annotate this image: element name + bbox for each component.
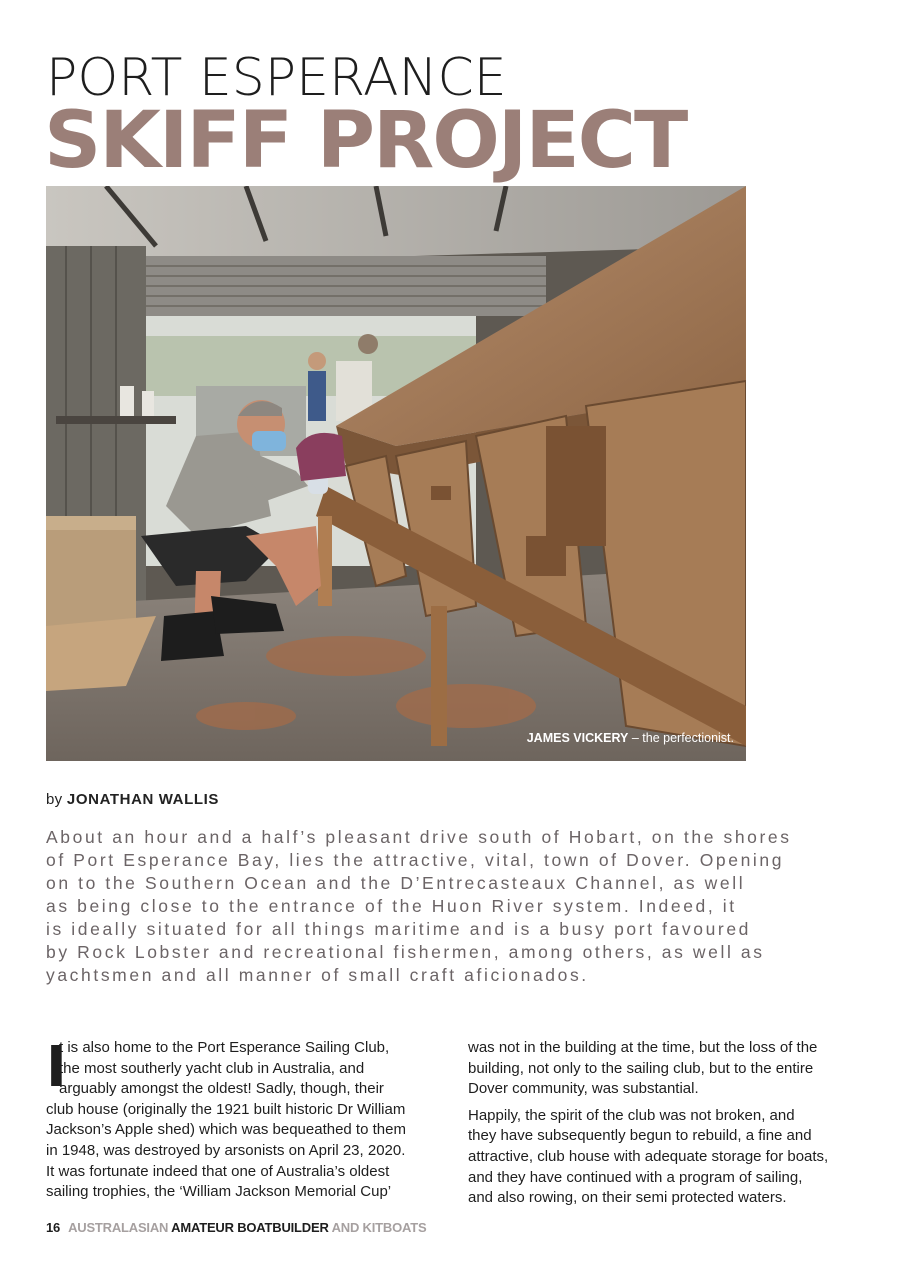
byline-prefix: by [46,791,67,808]
body-line: t is also home to the Port Esperance Sailing Club, [59,1039,390,1056]
publication-name-part2: AMATEUR BOATBUILDER [171,1220,329,1235]
intro-line: About an hour and a half’s pleasant drive south of Hobart, on the shores [46,827,792,847]
body-line: It was fortunate indeed that one of Australia’s oldest [46,1162,390,1180]
title-line-1: PORT ESPERANCE [46,48,507,108]
body-line: in 1948, was destroyed by arsonists on April 23, 2020. [46,1141,406,1159]
body-column-left [46,1035,441,1203]
intro-line: on to the Southern Ocean and the D’Entrecasteaux Channel, as well [46,873,746,893]
body-line: and also rowing, on their semi protected waters. [468,1189,787,1207]
body-paragraph [46,1035,441,1203]
body-line: was not in the building at the time, but the loss of the [468,1039,818,1056]
intro-paragraph [46,826,792,987]
drop-cap: I [46,1035,67,1100]
boat-shed-illustration [46,186,746,761]
page-number: 16 [46,1220,61,1235]
intro-line: by Rock Lobster and recreational fishermen, among others, as well as [46,942,765,962]
body-line: Jackson’s Apple shed) which was bequeathed to them [46,1121,406,1139]
body-line: they have subsequently begun to rebuild, a fine and [468,1127,812,1145]
body-line: building, not only to the sailing club, but to the entire [468,1059,814,1077]
body-line: sailing trophies, the ‘William Jackson Memorial Cup’ [46,1183,392,1201]
byline-author: JONATHAN WALLIS [66,791,219,808]
page-footer [46,1220,426,1235]
body-paragraph [468,1106,863,1209]
caption-text: – the perfectionist. [628,731,734,745]
body-line: and they have continued with a program of sailing, [468,1168,803,1186]
publication-name-part3: AND KITBOATS [328,1220,427,1235]
title-line-2: SKIFF PROJECT [44,96,687,186]
body-line: the most southerly yacht club in Australia, and [59,1059,365,1077]
intro-line: as being close to the entrance of the Huon River system. Indeed, it [46,896,737,916]
photo-caption [527,731,734,745]
body-line: Dover community, was substantial. [468,1080,699,1098]
intro-line: yachtsmen and all manner of small craft aficionados. [46,965,589,985]
intro-line: is ideally situated for all things maritime and is a busy port favoured [46,919,751,939]
cardboard-box [46,526,136,626]
body-column-right [468,1038,863,1209]
publication-name-part1: AUSTRALASIAN [68,1220,172,1235]
body-line: arguably amongst the oldest! Sadly, though, their [59,1080,384,1098]
body-line: Happily, the spirit of the club was not broken, and [468,1106,795,1124]
byline [46,791,219,808]
hero-photo [46,186,746,761]
body-line: club house (originally the 1921 built historic Dr William [46,1100,406,1118]
caption-name: JAMES VICKERY [526,731,629,745]
body-paragraph [468,1038,863,1100]
body-line: attractive, club house with adequate storage for boats, [468,1147,829,1165]
intro-line: of Port Esperance Bay, lies the attractive, vital, town of Dover. Opening [46,850,785,870]
